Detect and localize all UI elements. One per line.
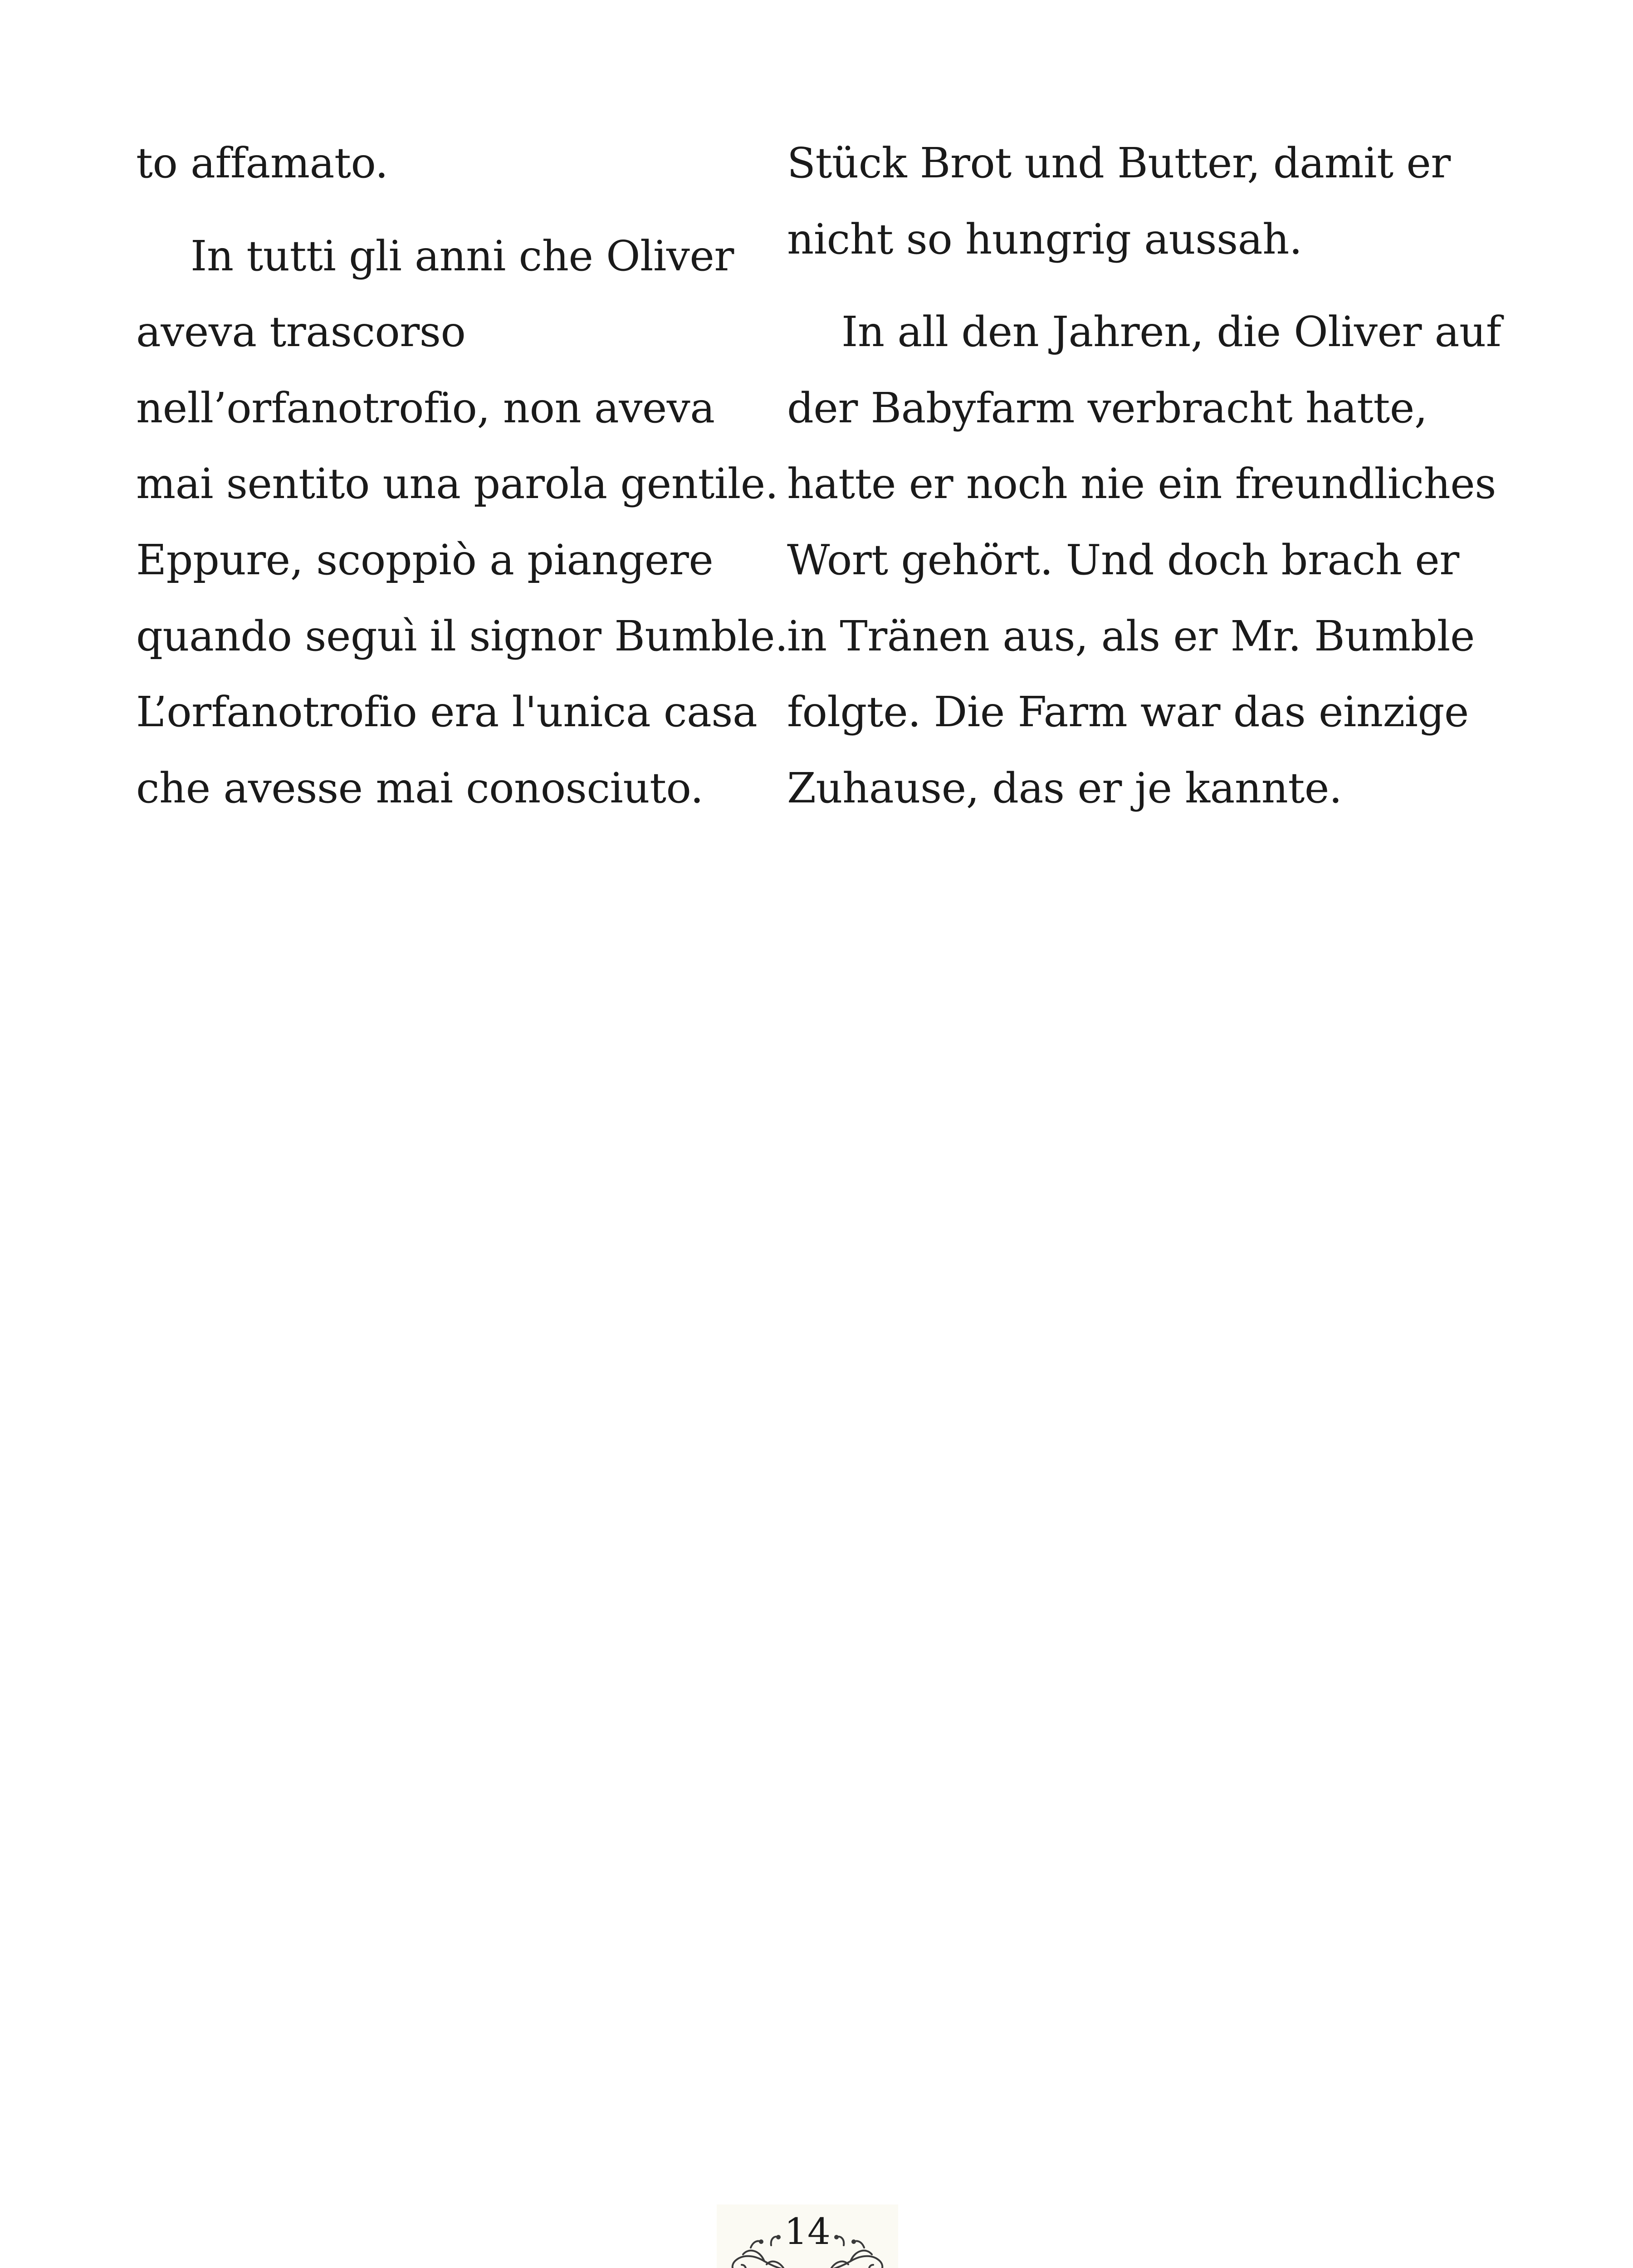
paragraph-first-line: In tutti gli anni che Oliver bbox=[191, 232, 734, 280]
text-line: hatte er noch nie ein freundliches bbox=[787, 459, 1496, 508]
text-line: folgte. Die Farm war das einzige bbox=[787, 688, 1469, 736]
text-line: nicht so hungrig aussah. bbox=[787, 215, 1302, 264]
text-line: der Babyfarm verbracht hatte, bbox=[787, 384, 1428, 432]
text-line: quando seguì il signor Bumble. bbox=[136, 612, 788, 660]
page-number: 14 bbox=[784, 2210, 831, 2253]
text-line: nell’orfanotrofio, non aveva bbox=[136, 384, 715, 432]
text-line: to affamato. bbox=[136, 139, 388, 187]
text-line: Eppure, scoppiò a piangere bbox=[136, 536, 714, 584]
text-line: Stück Brot und Butter, damit er bbox=[787, 139, 1451, 187]
text-line: mai sentito una parola gentile. bbox=[136, 459, 778, 508]
text-line: Wort gehört. Und doch brach er bbox=[787, 536, 1459, 584]
text-line: Zuhause, das er je kannte. bbox=[787, 764, 1342, 812]
paragraph-first-line: In all den Jahren, die Oliver auf bbox=[841, 308, 1501, 356]
page-footer bbox=[717, 2204, 898, 2268]
text-line: che avesse mai conosciuto. bbox=[136, 764, 704, 812]
text-line: in Tränen aus, als er Mr. Bumble bbox=[787, 612, 1475, 660]
text-line: L’orfanotrofio era l'unica casa bbox=[136, 688, 758, 736]
text-line: aveva trascorso bbox=[136, 308, 466, 356]
